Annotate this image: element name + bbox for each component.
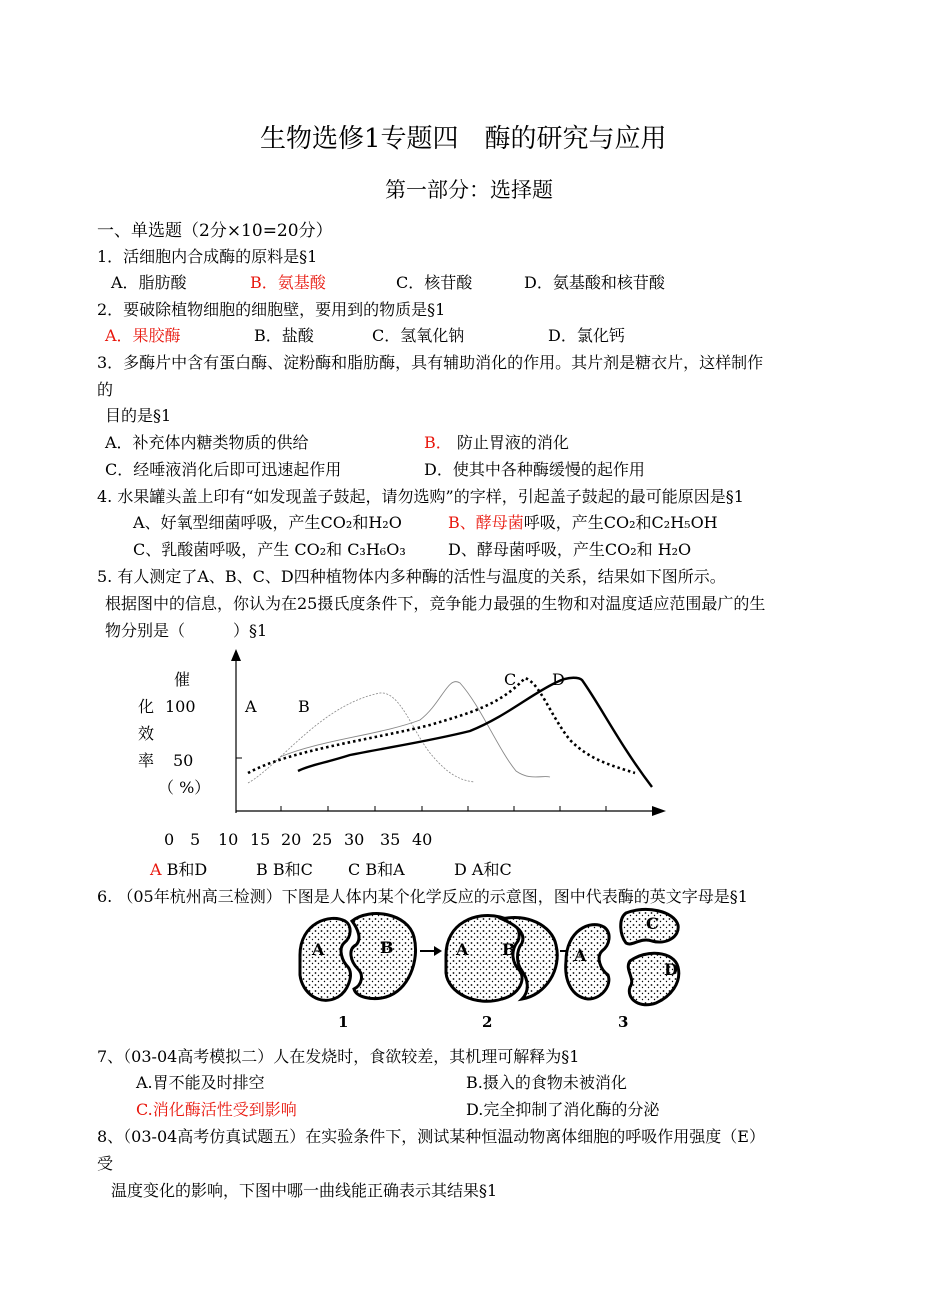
step-number-1: 1	[338, 1013, 349, 1031]
y-tick-label-100: 100	[165, 697, 196, 716]
q5-option-b: B B和C	[256, 860, 313, 879]
step3-label-a: A	[574, 946, 587, 965]
q7-option-b: B.摄入的食物未被消化	[466, 1073, 627, 1092]
curve-c	[248, 678, 635, 773]
q4-option-a: A、好氧型细菌呼吸，产生CO₂和H₂O	[133, 513, 402, 532]
section-title: 一、单选题（2分×10=20分）	[97, 221, 333, 241]
q5-option-a	[150, 857, 207, 880]
x-tick-10: 10	[218, 830, 239, 849]
step2-label-a: A	[456, 940, 469, 959]
x-tick-0: 0	[164, 830, 175, 849]
series-label-a: A	[245, 697, 257, 716]
x-axis-ticks	[281, 806, 606, 811]
q4-option-d: D、酵母菌呼吸，产生CO₂和 H₂O	[448, 540, 692, 559]
x-axis-arrow	[652, 806, 666, 816]
q4-option-b-red: B、酵母菌	[448, 513, 524, 532]
q4-option-c: C、乳酸菌呼吸，产生 CO₂和 C₃H₆O₃	[133, 540, 406, 559]
q1-option-a: A．脂肪酸	[111, 273, 187, 292]
q5-option-c: C B和A	[348, 860, 405, 879]
q7-option-c: C.消化酶活性受到影响	[136, 1100, 297, 1119]
q8-stem: 8、（03-04高考仿真试题五）在实验条件下，测试某种恒温动物离体细胞的呼吸作用强度（E）	[97, 1127, 765, 1146]
q3-stem-2: 的	[97, 380, 114, 399]
q5-stem-3: 物分别是（ ）§1	[105, 621, 268, 640]
x-tick-30: 30	[344, 830, 365, 849]
step1-label-a: A	[312, 940, 325, 959]
q8-stem-2: 受	[97, 1154, 114, 1173]
q6-stem: 6. （05年杭州高三检测）下图是人体内某个化学反应的示意图，图中代表酶的英文字母是§1	[97, 887, 748, 906]
q2-option-c: C．氢氧化钠	[372, 326, 465, 345]
q5-stem-2: 根据图中的信息，你认为在25摄氏度条件下，竞争能力最强的生物和对温度适应范围最广的生	[105, 594, 766, 613]
ylabel-char-2: 化	[138, 697, 155, 716]
reaction-step-3	[566, 909, 679, 1004]
q3-option-b-letter: B．	[424, 433, 452, 452]
ylabel-char-5: （ %）	[158, 778, 211, 797]
q3-stem-3: 目的是§1	[105, 406, 172, 425]
q3-stem: 3．多酶片中含有蛋白酶、淀粉酶和脂肪酶，具有辅助消化的作用。其片剂是糖衣片，这样制作	[97, 353, 764, 372]
y-axis-arrow	[231, 649, 241, 661]
q2-stem: 2．要破除植物细胞的细胞壁，要用到的物质是§1	[97, 300, 446, 319]
q3-option-b-text: 防止胃液的消化	[456, 433, 569, 452]
q5-option-a-letter: A	[150, 860, 162, 879]
series-label-c: C	[504, 670, 517, 689]
part-title: 第一部分：选择题	[385, 178, 553, 202]
x-tick-labels	[0, 830, 950, 852]
q5-stem: 5. 有人测定了A、B、C、D四种植物体内多种酶的活性与温度的关系，结果如下图所示。	[97, 567, 726, 586]
reaction-step-2	[446, 916, 557, 1002]
x-tick-5: 5	[190, 830, 201, 849]
series-label-b: B	[298, 697, 310, 716]
reaction-step-1	[300, 914, 416, 1001]
q3-option-c: C．经唾液消化后即可迅速起作用	[105, 460, 342, 479]
arrow-1-head	[434, 946, 442, 956]
ylabel-char-4: 率	[138, 751, 155, 770]
x-tick-20: 20	[281, 830, 302, 849]
ylabel-char-3: 效	[138, 724, 155, 743]
q2-option-d: D．氯化钙	[548, 326, 625, 345]
x-tick-35: 35	[380, 830, 401, 849]
step3-label-d: D	[664, 960, 678, 979]
y-tick-label-50: 50	[173, 751, 194, 770]
q5-option-a-text: B和D	[166, 860, 208, 879]
step-number-3: 3	[618, 1013, 629, 1031]
x-tick-25: 25	[312, 830, 333, 849]
q4-stem: 4. 水果罐头盖上印有“如发现盖子鼓起，请勿选购”的字样，引起盖子鼓起的最可能原因是§1	[97, 487, 744, 506]
q1-stem: 1．活细胞内合成酶的原料是§1	[97, 247, 318, 266]
q3-option-b	[424, 430, 569, 453]
q2-option-b: B．盐酸	[254, 326, 314, 345]
x-tick-40: 40	[412, 830, 433, 849]
x-tick-15: 15	[250, 830, 271, 849]
page-title: 生物选修1专题四 酶的研究与应用	[260, 124, 667, 154]
enzyme-reaction-diagram	[290, 905, 700, 1035]
q5-option-d: D A和C	[454, 860, 512, 879]
q7-option-d: D.完全抑制了消化酶的分泌	[466, 1100, 660, 1119]
step-number-2: 2	[482, 1013, 493, 1031]
step3-label-c: C	[646, 914, 659, 933]
step1-label-b: B	[380, 938, 394, 957]
q7-option-a: A.胃不能及时排空	[136, 1073, 265, 1092]
q8-stem-3: 温度变化的影响，下图中哪一曲线能正确表示其结果§1	[111, 1181, 498, 1200]
q2-option-a: A．果胶酶	[105, 326, 181, 345]
series-label-d: D	[552, 670, 565, 689]
curve-d	[298, 678, 652, 787]
q1-option-c: C．核苷酸	[396, 273, 473, 292]
ylabel-char-1: 催	[174, 670, 191, 689]
q3-option-a: A．补充体内糖类物质的供给	[105, 433, 309, 452]
q1-option-d: D．氨基酸和核苷酸	[524, 273, 665, 292]
q7-stem: 7、（03-04高考模拟二）人在发烧时，食欲较差，其机理可解释为§1	[97, 1047, 580, 1066]
q3-option-d: D．使其中各种酶缓慢的起作用	[424, 460, 645, 479]
q1-option-b: B．氨基酸	[250, 273, 326, 292]
step2-label-b: B	[502, 940, 516, 959]
q4-option-b-rest: 呼吸，产生CO₂和C₂H₅OH	[523, 513, 718, 532]
q4-option-b	[448, 510, 718, 533]
